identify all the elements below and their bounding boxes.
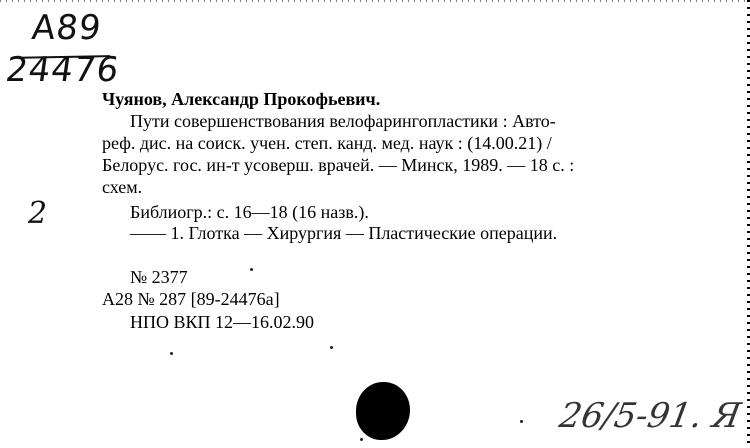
- bibliography-note: Библиогр.: с. 16—18 (16 назв.).: [130, 202, 369, 222]
- call-number-top: A89: [29, 8, 104, 48]
- card-number: № 2377: [130, 267, 188, 287]
- ink-speck: [250, 268, 253, 271]
- title-line-1: Пути совершенствования велофарингопластики : Авто-: [130, 111, 556, 131]
- ink-speck: [330, 346, 333, 349]
- ink-speck: [360, 438, 363, 441]
- illustrations-line: схем.: [102, 177, 143, 197]
- ink-speck: [170, 352, 173, 355]
- card-top-edge: [0, 0, 750, 2]
- call-number-bottom: 24476: [3, 50, 122, 90]
- margin-handwritten-mark: 2: [28, 196, 49, 231]
- author-heading: Чуянов, Александр Прокофьевич.: [102, 89, 381, 109]
- publisher-code: НПО ВКП 12—16.02.90: [130, 312, 315, 332]
- shelf-reference: А28 № 287 [89-24476а]: [102, 289, 280, 309]
- title-line-2: реф. дис. на соиск. учен. степ. канд. мед. наук : (14.00.21) /: [102, 133, 552, 153]
- ink-speck: [520, 420, 523, 423]
- ink-blot: [356, 382, 410, 440]
- imprint-line: Белорус. гос. ин-т усоверш. врачей. — Минск, 1989. — 18 с. :: [102, 155, 575, 175]
- subject-headings: —— 1. Глотка — Хирургия — Пластические операции.: [130, 223, 558, 243]
- handwritten-date: 26/5-91. Я: [556, 396, 744, 436]
